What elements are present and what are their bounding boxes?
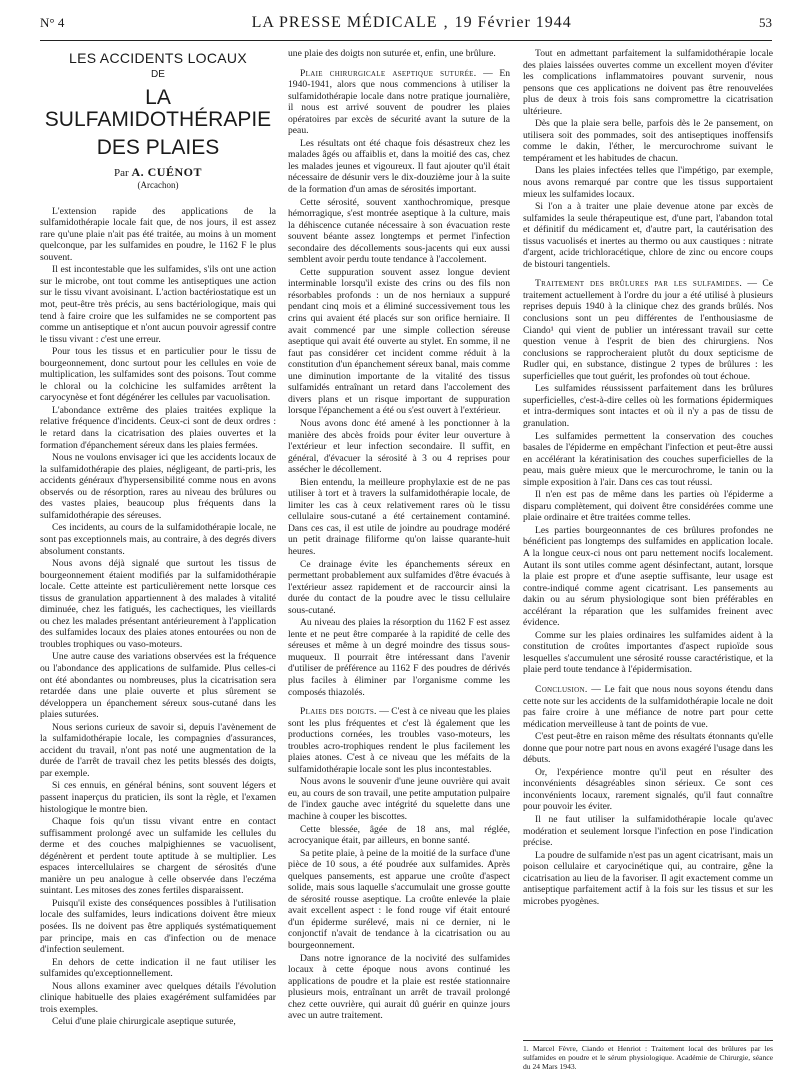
paragraph: Dans notre ignorance de la nocivité des sulfamides locaux à cette époque nous avons continué les applications de poudre et la plaie est restée stationnaire plusieurs mois, entraînant un arrêt de travail prolongé chez cette ouvrière, qui aurait dû guérir en quinze jours avec un autre traitement. <box>288 952 510 1022</box>
journal-title-and-date: LA PRESSE MÉDICALE , 19 Février 1944 <box>251 14 572 31</box>
paragraph: Les sulfamides permettent la conservation des couches basales de l'épiderme en empêchant l'infection et peut-être aussi en accélérant la kératinisation des couches superficielles de la peau, mais guère mieux que le mercurochrome, le tanin ou la simple exposition à l'air. Dans ces cas tout réussi. <box>523 430 773 488</box>
paragraph: Cette sérosité, souvent xanthochromique, presque hémorragique, s'est montrée aseptique à la culture, mais la déhiscence cutanée nécessaire à son évacuation reste souvent béante assez longtemps et permet l'infection secondaire des décollements sous-jacents qui eux aussi semblent avoir perdu toute tendance à l'accolement. <box>288 196 510 266</box>
paragraph: Sa petite plaie, à peine de la moitié de la surface d'une pièce de 10 sous, a été poudrée aux sulfamides. Après quelques pansements, est apparue une croûte d'aspect solide, mais sous laquelle s'accumulait une grosse goutte de sérosité rousse aseptique. La croûte enlevée la plaie avait excellent aspect : le fond rouge vif était entouré d'un épiderme surélevé, mais ni ce dernier, ni le conjonctif n'avait de tendance à la cicatrisation ou au bourgeonnement. <box>288 847 510 952</box>
article-title-line2: LA SULFAMIDOTHÉRAPIE <box>44 85 272 131</box>
article-title-line3: DES PLAIES <box>96 135 220 159</box>
paragraph: une plaie des doigts non suturée et, enfin, une brûlure. <box>288 48 496 59</box>
paragraph: Puisqu'il existe des conséquences possibles à l'utilisation locale des sulfamides, leurs indications doivent être mieux posées. Ils ne doivent pas être appliqués systématiquement par principe, mais en cas d'infection ou de menace d'infection seulement. <box>40 897 276 956</box>
issue-number: N° 4 <box>40 15 65 30</box>
paragraph: Ce drainage évite les épanchements séreux en permettant probablement aux sulfamides d'être évacués à l'extérieur assez rapidement et de raccourcir ainsi la durée du contact de la poudre avec le tissu cellulaire sous-cutané. <box>288 558 510 616</box>
section-heading: Plaie chirurgicale aseptique suturée. <box>300 67 477 79</box>
paragraph: Si ces ennuis, en général bénins, sont souvent légers et passent inaperçus du praticien, ils sont la règle, et l'examen histologique le montre bien. <box>40 780 276 815</box>
paragraph: En dehors de cette indication il ne faut utiliser les sulfamides qu'exceptionnellement. <box>40 956 276 980</box>
paragraph: Nous ne voulons envisager ici que les accidents locaux de la sulfamidothérapie des plaies, négligeant, de parti-pris, les accidents généraux d'hypersensibilité comme nous en avons observés ou de résorption, rares au niveau des brûlures ou des vastes plaies, beaucoup plus fréquents dans la sulfamidothérapie des séreuses. <box>40 452 276 521</box>
paragraph: Or, l'expérience montre qu'il peut en résulter des inconvénients désagréables sinon sérieux. Ce sont ces inconvénients locaux, rarement signalés, qu'il faut connaître pour pouvoir les éviter. <box>523 766 773 813</box>
paragraph: Les sulfamides réussissent parfaitement dans les brûlures superficielles, c'est-à-dire celles où les formations épidermiques et intra-dermiques sont intactes et où il n'y a pas de tissu de granulation. <box>523 383 773 429</box>
paragraph: Il ne faut utiliser la sulfamidothérapie locale qu'avec modération et seulement lorsque l'infection en pose l'indication précise. <box>523 814 773 849</box>
paragraph: Nous avons donc été amené à les ponctionner à la manière des abcès froids pour éviter leur ouverture à l'extérieur et leur infection secondaire. Il suffit, en général, d'évacuer la sérosité à 3 ou 4 reprises pour assécher le décollement. <box>288 417 510 476</box>
paragraph: L'extension rapide des applications de la sulfamidothérapie locale fait que, de nos jours, il est assez rare qu'une plaie n'ait pas été traitée, au moins à un moment quelconque, par les sulfamides en poudre, le 1162 F le plus souvent. <box>40 205 276 263</box>
section-lead: — En 1940-1941, alors que nous commencions à utiliser la sulfamidothérapie locale dans notre pratique journalière, il nous est arrivé souvent de poudrer les plaies opératoires par excès de sécurité avant la suture de la peau. <box>288 67 510 137</box>
section-plaies-doigts <box>288 706 510 775</box>
author-name: A. CUÉNOT <box>131 164 202 179</box>
paragraph: Nous avons le souvenir d'une jeune ouvrière qui avait eu, au cours de son travail, une petite amputation pulpaire de l'index gauche avec intégrité du squelette dans une machine à couper les biscottes. <box>288 776 510 822</box>
section-conclusion <box>523 684 773 730</box>
paragraph: Ces incidents, au cours de la sulfamidothérapie locale, ne sont pas exceptionnels mais, au contraire, à des degrés divers absolument constants. <box>40 522 276 557</box>
article-title-de: DE <box>151 69 165 80</box>
paragraph: Pour tous les tissus et en particulier pour le tissu de bourgeonnement, donc surtout pour les cellules en voie de multiplication, les sulfamides sont des poisons. Tout comme le chloral ou la colchicine les sulfamides arrêtent la caryocynèse et font dégénérer les cellules par vacuolisation. <box>40 346 276 404</box>
paragraph: Celui d'une plaie chirurgicale aseptique suturée, <box>52 1016 236 1028</box>
paragraph: Les parties bourgeonnantes de ces brûlures profondes ne bénéficient pas longtemps des sulfamides en application locale. A la longue ceux-ci nous ont paru nettement nocifs localement. Autant ils sont utiles comme agent désinfectant, autant, lorsque la plaie est propre et d'une aseptie suffisante, leur usage est contre-indiqué comme agent cicatrisant. Les pansements au dakin ou au sérum physiologique sont bien préférables en accélérant la réparation que les sulfamides freinent avec évidence. <box>523 524 773 629</box>
section-brulures <box>523 278 773 382</box>
section-heading: Conclusion. <box>535 683 588 695</box>
author-line <box>40 164 276 180</box>
paragraph: Tout en admettant parfaitement la sulfamidothérapie locale des plaies laissées ouvertes comme un excellent moyen d'éviter les complications inflammatoires pouvant survenir, nous pensons que ces applications ne doivent pas être renouvelées plus de deux à trois fois sans compromettre la cicatrisation ultérieure. <box>523 48 773 117</box>
article-title-block <box>40 50 276 192</box>
running-header <box>40 14 772 41</box>
paragraph: Il n'en est pas de même dans les parties où l'épiderme a disparu complètement, qui doivent être considérées comme une plaie ordinaire et être traitées comme telles. <box>523 489 773 524</box>
paragraph: Dès que la plaie sera belle, parfois dès le 2e pansement, on utilisera soit des pommades, soit des antiseptiques inoffensifs comme le dakin, l'éther, le mercurochrome suivant le tempérament et les habitudes de chacun. <box>523 118 773 164</box>
issue-date: 19 Février 1944 <box>454 14 572 31</box>
author-location: (Arcachon) <box>137 180 179 191</box>
section-heading: Traitement des brûlures par les sulfamides. <box>535 278 743 290</box>
paragraph: Bien entendu, la meilleure prophylaxie est de ne pas utiliser à tort et à travers la sulfamidothérapie locale, de limiter les cas à ceux relativement rares où le tissu cellulaire sous-cutané a été certainement contaminé. Dans ces cas, il est utile de joindre au poudrage modéré un petit drainage filiforme qu'on laisse quarante-huit heures. <box>288 476 510 557</box>
journal-title: LA PRESSE MÉDICALE <box>251 14 438 31</box>
section-lead: — C'est à ce niveau que les plaies sont les plus fréquentes et c'est là également que les productions cornées, les troubles vaso-moteurs, les troubles acro-trophiques rendent le plus facilement les plaies atones. C'est à ce niveau que les méfaits de la sulfamidothérapie locale sont les plus incontestables. <box>288 706 510 775</box>
footnote: 1. Marcel Fèvre, Ciando et Henriot : Traitement local des brûlures par les sulfamides en poudre et le sérum physiologique. Académie de Chirurgie, séance du 24 Mars 1943. <box>523 1040 773 1071</box>
paragraph: Une autre cause des variations observées est la fréquence ou l'abondance des applications de sulfamide. Plus celles-ci ont été abondantes ou nombreuses, plus la cicatrisation sera retardée dans une plaie ouverte et plus sûrement se développera un épanchement séreux sous-cutané dans les plaies suturées. <box>40 651 276 721</box>
paragraph: Comme sur les plaies ordinaires les sulfamides aident à la constitution de croûtes importantes d'aspect rupioïde sous lesquelles s'accumulent une sérosité rousse caractéristique, et la plaie perd toute tendance à l'épidermisation. <box>523 629 773 676</box>
column-1 <box>40 48 276 1068</box>
paragraph: Cette blessée, âgée de 18 ans, mal réglée, acrocyanique était, par ailleurs, en bonne santé. <box>288 823 510 847</box>
page-number: 53 <box>759 15 772 30</box>
section-plaie-chirurgicale <box>288 68 510 137</box>
paragraph: C'est peut-être en raison même des résultats étonnants qu'elle donne que pour notre part nous en avons exagéré l'usage dans les débuts. <box>523 731 773 766</box>
section-heading: Plaies des doigts. <box>300 706 377 718</box>
paragraph: Dans les plaies infectées telles que l'impétigo, par exemple, nous avons remarqué par contre que les tissus supportaient mieux les sulfamides locaux. <box>523 165 773 200</box>
paragraph: Nous serions curieux de savoir si, depuis l'avènement de la sulfamidothérapie locale, les compagnies d'assurances, accident du travail, n'ont pas noté une augmentation de la durée de l'arrêt de travail chez les petits blessés des doigts, par exemple. <box>40 721 276 779</box>
column-2 <box>288 48 510 1068</box>
paragraph: Nous allons examiner avec quelques détails l'évolution clinique habituelle des plaies exagérément sulfamidées par trois exemples. <box>40 980 276 1015</box>
paragraph: Au niveau des plaies la résorption du 1162 F est assez lente et ne peut être comparée à la rapidité de celle des séreuses et même à un degré moindre des tissus sous-muqueux. Il pourrait être intéressant dans l'avenir d'utiliser de préférence au 1162 F des poudres de dérivés plus faciles à éliminer par l'organisme comme les composés thiazolés. <box>288 617 510 698</box>
paragraph: Les résultats ont été chaque fois désastreux chez les malades âgés ou affaiblis et, dans la moitié des cas, chez les malades jeunes et vigoureux. Il faut ajouter qu'il était nécessaire de désunir vers le dix-douzième jour à la suite de la formation d'un amas de sérosités important. <box>288 137 510 196</box>
article-title-line1: LES ACCIDENTS LOCAUX <box>69 50 247 66</box>
paragraph: Nous avons déjà signalé que surtout les tissus de bourgeonnement étaient modifiés par la sulfamidothérapie locale. Cette atteinte est particulièrement nette lorsque ces tissus de granulation appartiennent à des malades à vitalité diminuée, chez les fatigués, les cachectiques, les vieillards ou chez les malades présentant antérieurement à l'application des sulfamides locaux des plaies atones entourées ou non de troubles trophiques ou vaso-moteurs. <box>40 558 276 650</box>
paragraph: Si l'on a à traiter une plaie devenue atone par excès de sulfamides la seule thérapeutique est, d'une part, l'abandon total et définitif du médicament et, d'autre part, la cautérisation des tissus vacuolisés et inertes au thermo ou aux caustiques : nitrate d'argent, acide trichloracétique, chlore de zinc ou encore coups de bistouri tangentiels. <box>523 201 773 270</box>
author-par: Par <box>114 166 129 179</box>
section-lead: — Ce traitement actuellement à l'ordre du jour a été utilisé à plusieurs reprises depuis 1940 à la clinique chez des grands brûlés. Nos conclusions sont un peu différentes de l'enthousiasme de Ciando¹ qui vient de publier un intéressant travail sur cette question venue à l'esprit de bien des chirurgiens. Nos conclusions se rapprocheraient plutôt du doux septicisme de Rudler qui, en substance, distingue 2 types de brûlures : les superficielles que tout guérit, les profondes où tout échoue. <box>523 278 773 382</box>
paragraph: Il est incontestable que les sulfamides, s'ils ont une action sur le microbe, ont tout comme les antiseptiques une action sur le tissu vivant avoisinant. L'action bactériostatique est un mot, peut-être très précis, au sens bactériologique, mais qui tend à faire croire que les sulfamides ne se comportent pas comme un antiseptique et n'ont aucun pouvoir agressif contre le tissu vivant : c'est une erreur. <box>40 264 276 345</box>
section-lead: — Le fait que nous nous soyons étendu dans cette note sur les accidents de la sulfamidothérapie locale ne doit pas faire croire à une méfiance de notre part pour cette médication merveilleuse à tant de points de vue. <box>523 683 773 730</box>
paragraph: La poudre de sulfamide n'est pas un agent cicatrisant, mais un poison cellulaire et caryocinétique qui, au contraire, gêne la cicatrisation au lieu de la favoriser. Il agit exactement comme un antiseptique parfaitement actif à la fois sur les tissus et sur les microbes pyogènes. <box>523 849 773 907</box>
paragraph: L'abondance extrême des plaies traitées explique la relative fréquence d'incidents. Ceux-ci sont de deux ordres : le retard dans la cicatrisation des plaies ouvertes et la formation d'épanchement séreux dans les plaies fermées. <box>40 404 276 451</box>
column-3 <box>523 48 773 1038</box>
paragraph: Chaque fois qu'un tissu vivant entre en contact suffisamment prolongé avec un sulfamide les cellules du derme et des couches malpighiennes se vacuolisent, dégénèrent et perdent toute aptitude à se multiplier. Les espaces intercellulaires se chargent de sérosités d'une manière un peu analogue à celle observée dans l'eczéma suintant. Les mitoses des zones fertiles disparaissent. <box>40 816 276 897</box>
paragraph: Cette suppuration souvent assez longue devient interminable lorsqu'il existe des crins ou des fils non résorbables profonds : un de nos herniaux a suppuré pendant cinq mois et a éliminé successivement tous les crins qui avaient été placés sur son orifice herniaire. Il avait commencé par une simple collection séreuse aseptique qui avait été ouverte au stylet. En somme, il ne faut pas considérer cet incident comme réduit à la constitution d'un épanchement séreux banal, mais comme une diminution importante de la vitalité des tissus sulfamidés entraînant un retard dans l'accolement des divers plans et un risque important de suppuration lorsque l'épanchement a été ou s'est ouvert à l'extérieur. <box>288 266 510 417</box>
